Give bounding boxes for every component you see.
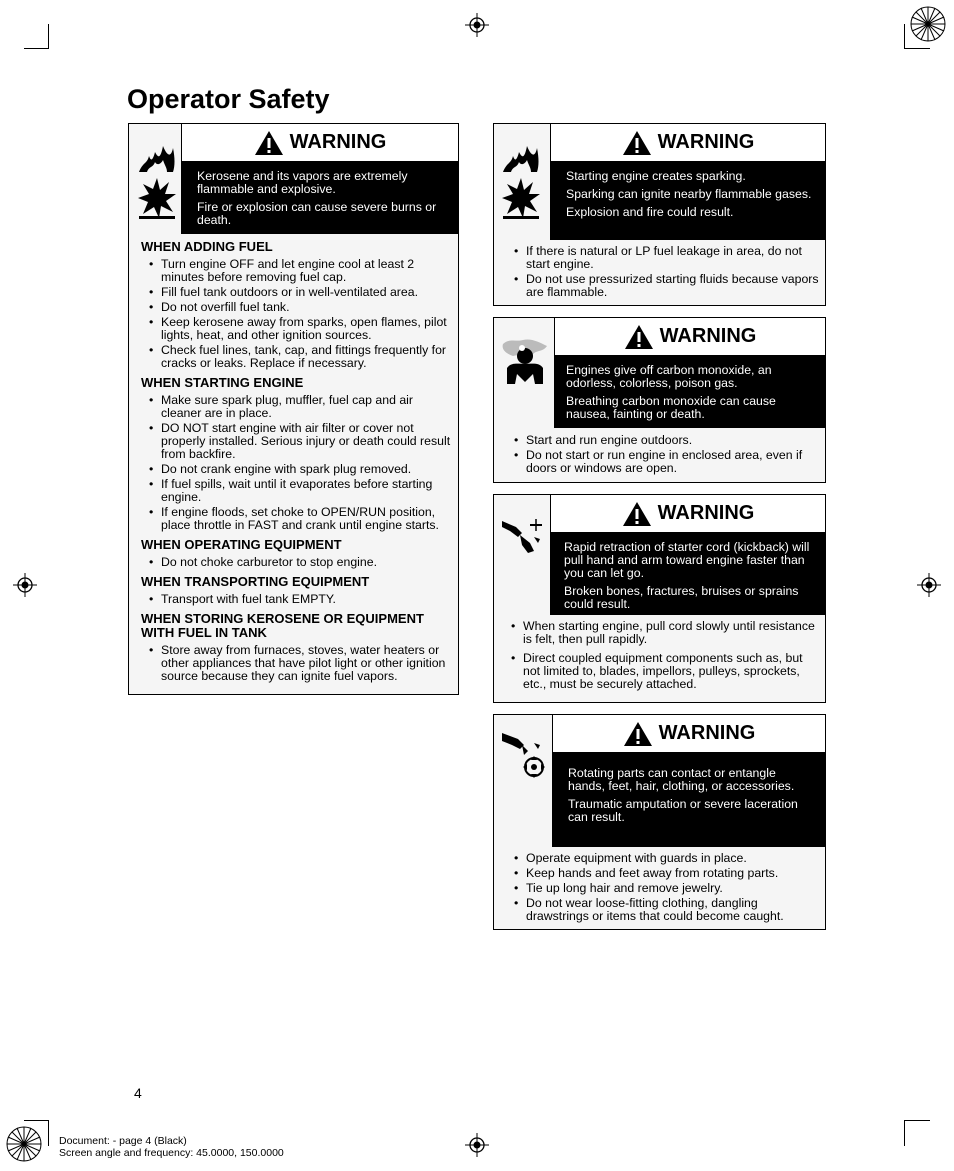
warning-label: WARNING [659, 325, 757, 347]
warning-instructions [141, 234, 452, 685]
print-footer [59, 1135, 284, 1159]
section-heading: WHEN STARTING ENGINE [141, 375, 304, 390]
warning-message: Traumatic amputation or severe laceration can result. [568, 797, 798, 824]
section-heading: WHEN STORING KEROSENE OR EQUIPMENT WITH FUEL IN TANK [141, 611, 424, 640]
section-heading: WHEN ADDING FUEL [141, 239, 273, 254]
list-item: • If engine floods, set choke to OPEN/RUN position, place throttle in FAST and crank until engine starts. [141, 506, 452, 532]
kickback-icon [500, 513, 546, 557]
warning-header [550, 124, 825, 162]
list-item: • Start and run engine outdoors. [506, 434, 819, 447]
starburst-mark-icon [6, 1126, 42, 1162]
crop-mark [24, 1120, 49, 1121]
warning-message-block [552, 753, 825, 847]
footer-line: Document: - page 4 (Black) [59, 1135, 187, 1147]
list-item: • Turn engine OFF and let engine cool at least 2 minutes before removing fuel cap. [141, 258, 452, 284]
list-item: • When starting engine, pull cord slowly until resistance is felt, then pull rapidly. [503, 620, 819, 646]
list-item: • Do not wear loose-fitting clothing, dangling drawstrings or items that could become caught. [506, 897, 819, 923]
section-heading: WHEN OPERATING EQUIPMENT [141, 537, 342, 552]
list-item: • Transport with fuel tank EMPTY. [141, 593, 452, 606]
warning-box-sparking [493, 123, 826, 306]
page-title: Operator Safety [127, 84, 330, 114]
footer-line: Screen angle and frequency: 45.0000, 150.0000 [59, 1147, 284, 1159]
list-item: • Do not overfill fuel tank. [141, 301, 452, 314]
page-number: 4 [134, 1085, 142, 1101]
warning-message: Fire or explosion can cause severe burns or death. [197, 200, 437, 227]
list-item: • Keep kerosene away from sparks, open flames, pilot lights, heat, and other ignition sources. [141, 316, 452, 342]
list-item: • Fill fuel tank outdoors or in well-ventilated area. [141, 286, 452, 299]
warning-triangle-icon [623, 721, 653, 747]
warning-header [181, 124, 458, 162]
list-item: • Do not choke carburetor to stop engine. [141, 556, 452, 569]
warning-message: Rotating parts can contact or entangle hands, feet, hair, clothing, or accessories. [568, 766, 795, 793]
warning-instructions [503, 620, 819, 693]
warning-message: Engines give off carbon monoxide, an odorless, colorless, poison gas. [566, 363, 772, 390]
warning-instructions [506, 245, 819, 301]
warning-triangle-icon [622, 130, 652, 156]
list-item: • DO NOT start engine with air filter or cover not properly installed. Serious injury or death could result from backfire. [141, 422, 452, 461]
warning-message-block [181, 162, 458, 234]
list-item: • Operate equipment with guards in place. [506, 852, 819, 865]
list-item: • Do not start or run engine in enclosed area, even if doors or windows are open. [506, 449, 819, 475]
list-item: • If fuel spills, wait until it evaporates before starting engine. [141, 478, 452, 504]
warning-box-carbon-monoxide [493, 317, 826, 483]
warning-message: Kerosene and its vapors are extremely flammable and explosive. [197, 169, 408, 196]
fire-icon [137, 134, 177, 174]
warning-message-block [550, 533, 825, 615]
crop-mark [48, 1120, 49, 1146]
warning-header [550, 495, 825, 533]
fire-icon [501, 134, 541, 174]
warning-message: Broken bones, fractures, bruises or sprains could result. [564, 584, 799, 611]
list-item: • Do not crank engine with spark plug removed. [141, 463, 452, 476]
warning-box-rotating-parts [493, 714, 826, 930]
section-heading: WHEN TRANSPORTING EQUIPMENT [141, 574, 370, 589]
crop-mark [904, 1120, 930, 1121]
warning-message-block [554, 356, 825, 428]
warning-label: WARNING [657, 131, 755, 153]
warning-triangle-icon [624, 324, 654, 350]
explosion-icon [501, 176, 541, 220]
warning-label: WARNING [657, 502, 755, 524]
warning-message: Starting engine creates sparking. [566, 169, 746, 183]
registration-mark-icon [465, 13, 489, 37]
warning-message: Explosion and fire could result. [566, 205, 734, 219]
list-item: • Check fuel lines, tank, cap, and fittings frequently for cracks or leaks. Replace if necessary. [141, 344, 452, 370]
list-item: • Store away from furnaces, stoves, water heaters or other appliances that have pilot light or other ignition source because they can ignite fuel vapors. [141, 644, 452, 683]
warning-instructions [506, 852, 819, 925]
warning-instructions [506, 434, 819, 477]
crop-mark [904, 48, 930, 49]
warning-box-kickback [493, 494, 826, 703]
registration-mark-icon [917, 573, 941, 597]
warning-header [552, 715, 825, 753]
warning-message: Breathing carbon monoxide can cause nausea, fainting or death. [566, 394, 776, 421]
crop-mark [904, 1120, 905, 1146]
crop-mark [24, 48, 49, 49]
registration-mark-icon [13, 573, 37, 597]
list-item: • Tie up long hair and remove jewelry. [506, 882, 819, 895]
warning-triangle-icon [622, 501, 652, 527]
crop-mark [48, 24, 49, 48]
rotating-parts-icon [500, 729, 546, 781]
warning-message-block [550, 162, 825, 240]
starburst-mark-icon [910, 6, 946, 42]
list-item: • Do not use pressurized starting fluids because vapors are flammable. [506, 273, 819, 299]
explosion-icon [137, 176, 177, 220]
warning-label: WARNING [289, 131, 387, 153]
warning-triangle-icon [254, 130, 284, 156]
warning-message: Sparking can ignite nearby flammable gases. [566, 187, 812, 201]
warning-box-kerosene [128, 123, 459, 695]
registration-mark-icon [465, 1133, 489, 1157]
crop-mark [904, 24, 905, 48]
list-item: • Direct coupled equipment components such as, but not limited to, blades, impellors, pulleys, sprockets, etc., must be securely attached. [503, 652, 819, 691]
list-item: • Keep hands and feet away from rotating parts. [506, 867, 819, 880]
warning-header [554, 318, 825, 356]
list-item: • If there is natural or LP fuel leakage in area, do not start engine. [506, 245, 819, 271]
toxic-fumes-icon [499, 336, 551, 388]
warning-message: Rapid retraction of starter cord (kickback) will pull hand and arm toward engine faster than you can let go. [564, 540, 810, 580]
warning-label: WARNING [658, 722, 756, 744]
list-item: • Make sure spark plug, muffler, fuel cap and air cleaner are in place. [141, 394, 452, 420]
